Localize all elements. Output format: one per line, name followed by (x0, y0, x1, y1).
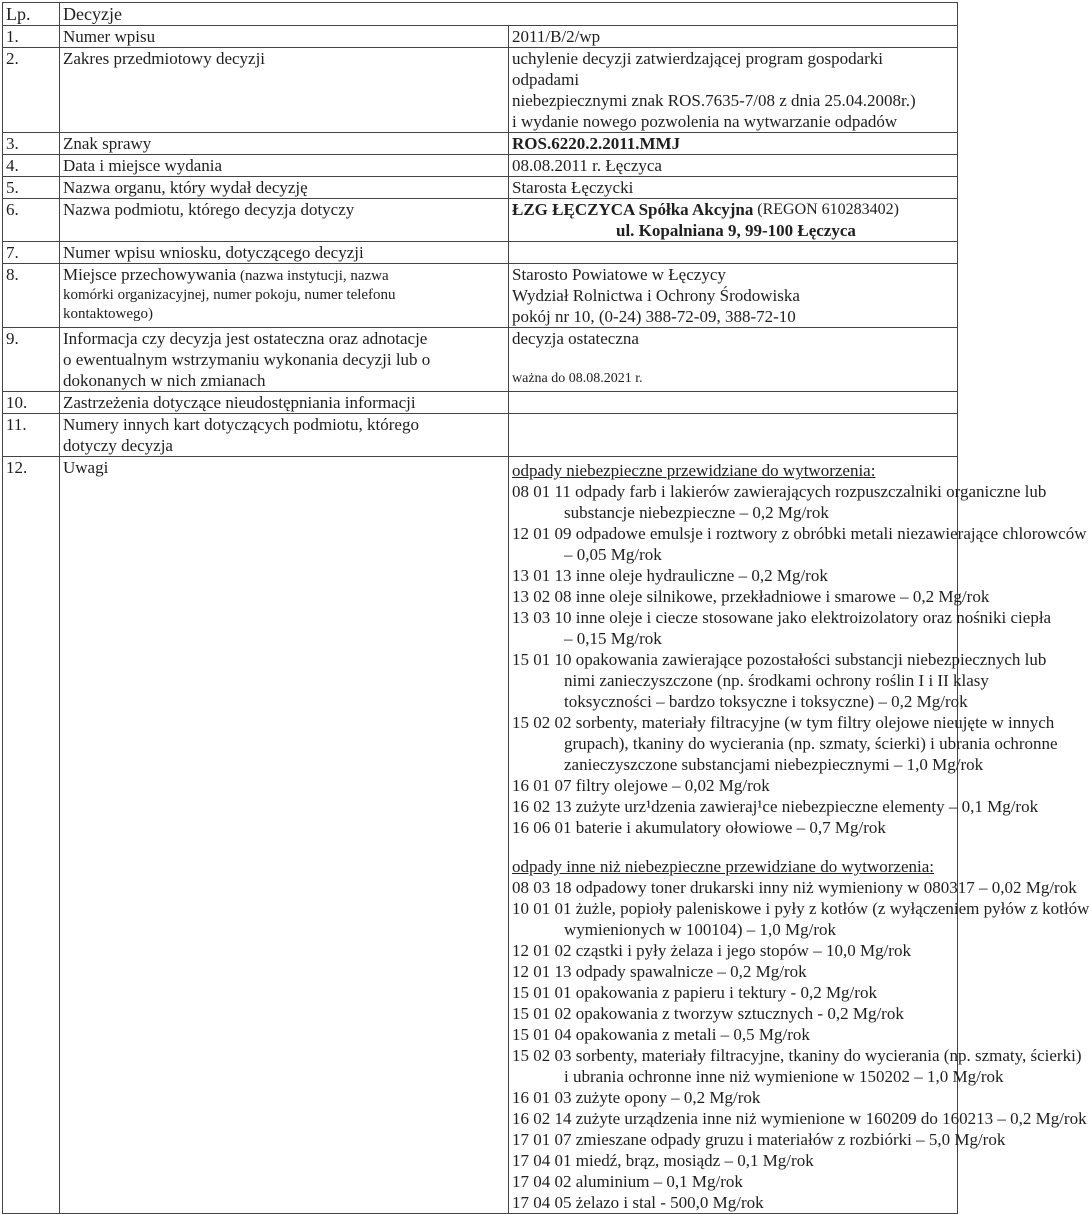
header-title: Decyzje (60, 3, 958, 26)
waste-item-line: 16 01 03 zużyte opony – 0,2 Mg/rok (512, 1088, 761, 1107)
waste-item-line: substancje niebezpieczne – 0,2 Mg/rok (564, 503, 829, 522)
row-label (60, 414, 509, 457)
row-label: Znak sprawy (60, 133, 509, 155)
other-waste-list (512, 877, 1089, 1213)
waste-item (512, 481, 1047, 523)
row-number: 10. (3, 392, 60, 414)
other-waste-title: odpady inne niż niebezpieczne przewidziane do wytworzenia: (512, 857, 934, 876)
waste-item-line: 10 01 01 żużle, popioły paleniskowe i pyły z kotłów (z wyłączeniem pyłów z kotłów (512, 899, 1089, 918)
waste-item-line: – 0,05 Mg/rok (564, 545, 662, 564)
waste-item-line: grupach), tkaniny do wycierania (np. szmaty, ścierki) i ubrania ochronne (564, 734, 1058, 753)
waste-item (512, 1171, 954, 1192)
waste-item-line: – 0,15 Mg/rok (564, 629, 662, 648)
waste-item-line: 17 01 07 zmieszane odpady gruzu i materiałów z rozbiórki – 5,0 Mg/rok (512, 1130, 1006, 1149)
row-number: 2. (3, 48, 60, 133)
waste-item (512, 1129, 1006, 1150)
storage-label-line: kontaktowego) (63, 306, 153, 322)
row-number: 1. (3, 26, 60, 48)
waste-item (512, 649, 1047, 712)
header-lp: Lp. (3, 3, 60, 26)
table-row (3, 155, 958, 177)
row-number: 6. (3, 199, 60, 242)
table-row (3, 26, 958, 48)
table-row (3, 177, 958, 199)
status-label-line: Informacja czy decyzja jest ostateczna oraz adnotacje (63, 329, 428, 348)
issuing-authority: Starosta Łęczycki (509, 177, 958, 199)
waste-item-line: 16 02 13 zużyte urz¹dzenia zawieraj¹ce niebezpieczne elementy – 0,1 Mg/rok (512, 797, 1039, 816)
row-label: Nazwa podmiotu, którego decyzja dotyczy (60, 199, 509, 242)
row-value: 2011/B/2/wp (509, 26, 958, 48)
table-header-row (3, 3, 958, 26)
waste-item-line: 15 02 03 sorbenty, materiały filtracyjne, tkaniny do wycierania (np. szmaty, ścierki) (512, 1046, 1082, 1065)
row-number: 7. (3, 242, 60, 264)
waste-item-line: 17 04 05 żelazo i stal - 500,0 Mg/rok (512, 1193, 764, 1212)
entity-info (509, 199, 958, 242)
waste-item-line: wymienionych w 100104) – 1,0 Mg/rok (564, 920, 836, 939)
status-label-line: dokonanych w nich zmianach (63, 371, 266, 390)
hazardous-waste-list (512, 481, 1087, 838)
waste-item-line: 15 02 02 sorbenty, materiały filtracyjne (w tym filtry olejowe nieujęte w innych (512, 713, 1055, 732)
row-number: 5. (3, 177, 60, 199)
table-row (3, 48, 958, 133)
row-value (509, 48, 958, 133)
row-number: 3. (3, 133, 60, 155)
waste-item (512, 817, 954, 838)
waste-item-line: 12 01 13 odpady spawalnicze – 0,2 Mg/rok (512, 962, 807, 981)
scope-line: i wydanie nowego pozwolenia na wytwarzanie odpadów (512, 112, 898, 131)
scope-line: uchylenie decyzji zatwierdzającej program gospodarki odpadami (512, 49, 883, 89)
table-row (3, 328, 958, 392)
waste-item-line: 15 01 02 opakowania z tworzyw sztucznych - 0,2 Mg/rok (512, 1004, 904, 1023)
waste-item-line: 16 02 14 zużyte urządzenia inne niż wymienione w 160209 do 160213 – 0,2 Mg/rok (512, 1109, 1087, 1128)
storage-label-main: Miejsce przechowywania (63, 265, 237, 284)
waste-item (512, 796, 1039, 817)
entity-name: ŁZG ŁĘCZYCA Spółka Akcyjna (512, 200, 754, 219)
waste-item (512, 1192, 954, 1213)
row-label: Zakres przedmiotowy decyzji (60, 48, 509, 133)
waste-item (512, 898, 1089, 940)
waste-item-line: 13 02 08 inne oleje silnikowe, przekładniowe i smarowe – 0,2 Mg/rok (512, 587, 990, 606)
waste-item (512, 712, 1058, 775)
issue-date-place: 08.08.2011 r. Łęczyca (509, 155, 958, 177)
row-label: Zastrzeżenia dotyczące nieudostępniania informacji (60, 392, 509, 414)
row-value (509, 392, 958, 414)
waste-item-line: nimi zanieczyszczone (np. środkami ochrony roślin I i II klasy (564, 671, 989, 690)
case-number: ROS.6220.2.2011.MMJ (509, 133, 958, 155)
waste-item (512, 982, 954, 1003)
table-row (3, 392, 958, 414)
other-cards-label-line: Numery innych kart dotyczących podmiotu, którego (63, 415, 419, 434)
row-label: Numer wpisu wniosku, dotyczącego decyzji (60, 242, 509, 264)
row-value (509, 242, 958, 264)
storage-label-rest: (nazwa instytucji, nazwa (236, 268, 389, 284)
waste-item-line: 08 03 18 odpadowy toner drukarski inny niż wymieniony w 080317 – 0,02 Mg/rok (512, 878, 1077, 897)
row-label (60, 264, 509, 328)
row-number: 11. (3, 414, 60, 457)
waste-item-line: 16 01 07 filtry olejowe – 0,02 Mg/rok (512, 776, 770, 795)
table-row (3, 264, 958, 328)
waste-item-line: 08 01 11 odpady farb i lakierów zawierających rozpuszczalniki organiczne lub (512, 482, 1047, 501)
table-row (3, 199, 958, 242)
entity-regon: (REGON 610283402) (757, 201, 899, 218)
waste-item-line: 13 03 10 inne oleje i ciecze stosowane jako elektroizolatory oraz nośniki ciepła (512, 608, 1052, 627)
waste-item-line: 15 01 01 opakowania z papieru i tektury - 0,2 Mg/rok (512, 983, 877, 1002)
status-final: decyzja ostateczna (512, 329, 639, 348)
storage-line: Wydział Rolnictwa i Ochrony Środowiska (512, 286, 800, 305)
row-label: Nazwa organu, który wydał decyzję (60, 177, 509, 199)
waste-item-line: 13 01 13 inne oleje hydrauliczne – 0,2 Mg/rok (512, 566, 828, 585)
waste-item (512, 1150, 954, 1171)
waste-item (512, 1024, 954, 1045)
entity-address: ul. Kopalniana 9, 99-100 Łęczyca (616, 221, 856, 240)
table-row (3, 414, 958, 457)
row-number: 9. (3, 328, 60, 392)
waste-item (512, 1108, 1087, 1129)
waste-item-line: 12 01 02 cząstki i pyły żelaza i jego stopów – 10,0 Mg/rok (512, 941, 911, 960)
storage-line: pokój nr 10, (0-24) 388-72-09, 388-72-10 (512, 307, 796, 326)
waste-item (512, 877, 1077, 898)
remarks (509, 457, 1089, 1214)
table-row (3, 242, 958, 264)
other-cards-label-line: dotyczy decyzja (63, 436, 173, 455)
waste-item (512, 1003, 954, 1024)
row-number: 12. (3, 457, 60, 1214)
waste-item-line: zanieczyszczone substancjami niebezpiecznymi – 1,0 Mg/rok (564, 755, 984, 774)
waste-item (512, 961, 954, 982)
table-row (3, 133, 958, 155)
waste-item (512, 565, 954, 586)
waste-item-line: 17 04 01 miedź, brąz, mosiądz – 0,1 Mg/rok (512, 1151, 814, 1170)
storage-line: Starosto Powiatowe w Łęczycy (512, 265, 726, 284)
waste-item-line: 15 01 10 opakowania zawierające pozostałości substancji niebezpiecznych lub (512, 650, 1047, 669)
decision-table (2, 2, 1089, 1214)
validity-date: ważna do 08.08.2021 r. (512, 371, 643, 386)
waste-item-line: i ubrania ochronne inne niż wymienione w 150202 – 1,0 Mg/rok (564, 1067, 1004, 1086)
waste-item (512, 586, 990, 607)
waste-item-line: 17 04 02 aluminium – 0,1 Mg/rok (512, 1172, 743, 1191)
waste-item (512, 1045, 1082, 1087)
waste-item-line: 12 01 09 odpadowe emulsje i roztwory z obróbki metali niezawierające chlorowców (512, 524, 1087, 543)
waste-item-line: 16 06 01 baterie i akumulatory ołowiowe – 0,7 Mg/rok (512, 818, 886, 837)
hazardous-title: odpady niebezpieczne przewidziane do wytworzenia: (512, 461, 876, 480)
status-label-line: o ewentualnym wstrzymaniu wykonania decyzji lub o (63, 350, 431, 369)
waste-item (512, 607, 1052, 649)
waste-item (512, 940, 954, 961)
row-label: Data i miejsce wydania (60, 155, 509, 177)
storage-label-line: komórki organizacyjnej, numer pokoju, numer telefonu (63, 287, 396, 303)
decision-status (509, 328, 958, 392)
row-label: Uwagi (60, 457, 509, 1214)
waste-item (512, 1087, 954, 1108)
row-label: Numer wpisu (60, 26, 509, 48)
row-number: 4. (3, 155, 60, 177)
scope-line: niebezpiecznymi znak ROS.7635-7/08 z dnia 25.04.2008r.) (512, 91, 916, 110)
waste-item (512, 523, 1087, 565)
storage-location (509, 264, 958, 328)
row-value (509, 414, 958, 457)
row-label (60, 328, 509, 392)
waste-item-line: 15 01 04 opakowania z metali – 0,5 Mg/rok (512, 1025, 810, 1044)
waste-item-line: toksyczności – bardzo toksyczne i toksyczne) – 0,2 Mg/rok (564, 692, 968, 711)
row-number: 8. (3, 264, 60, 328)
waste-item (512, 775, 954, 796)
table-row (3, 457, 958, 1214)
